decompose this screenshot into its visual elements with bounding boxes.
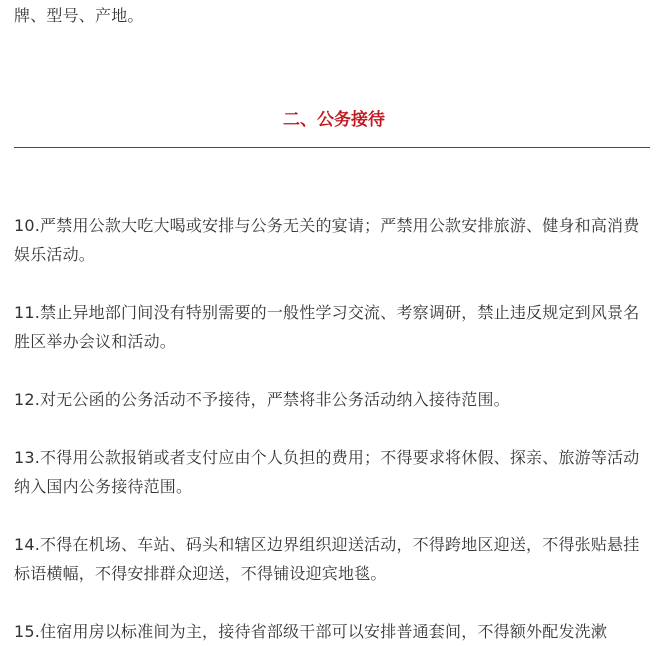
previous-paragraph-fragment: 牌、型号、产地。 <box>14 6 144 25</box>
rule-item-12: 12.对无公函的公务活动不予接待，严禁将非公务活动纳入接待范围。 <box>14 390 510 409</box>
rule-item-14: 14.不得在机场、车站、码头和辖区边界组织迎送活动，不得跨地区迎送，不得张贴悬挂标语横幅，不得安排群众迎送，不得铺设迎宾地毯。 <box>14 535 640 583</box>
section-title: 二、公务接待 <box>283 110 385 130</box>
rule-item-10: 10.严禁用公款大吃大喝或安排与公务无关的宴请；严禁用公款安排旅游、健身和高消费娱乐活动。 <box>14 216 640 264</box>
rule-item-13: 13.不得用公款报销或者支付应由个人负担的费用；不得要求将休假、探亲、旅游等活动纳入国内公务接待范围。 <box>14 448 640 496</box>
rule-item-11: 11.禁止异地部门间没有特别需要的一般性学习交流、考察调研，禁止违反规定到风景名胜区举办会议和活动。 <box>14 303 640 351</box>
rule-item-15: 15.住宿用房以标准间为主，接待省部级干部可以安排普通套间，不得额外配发洗漱 <box>14 622 608 641</box>
section-divider <box>14 147 650 148</box>
